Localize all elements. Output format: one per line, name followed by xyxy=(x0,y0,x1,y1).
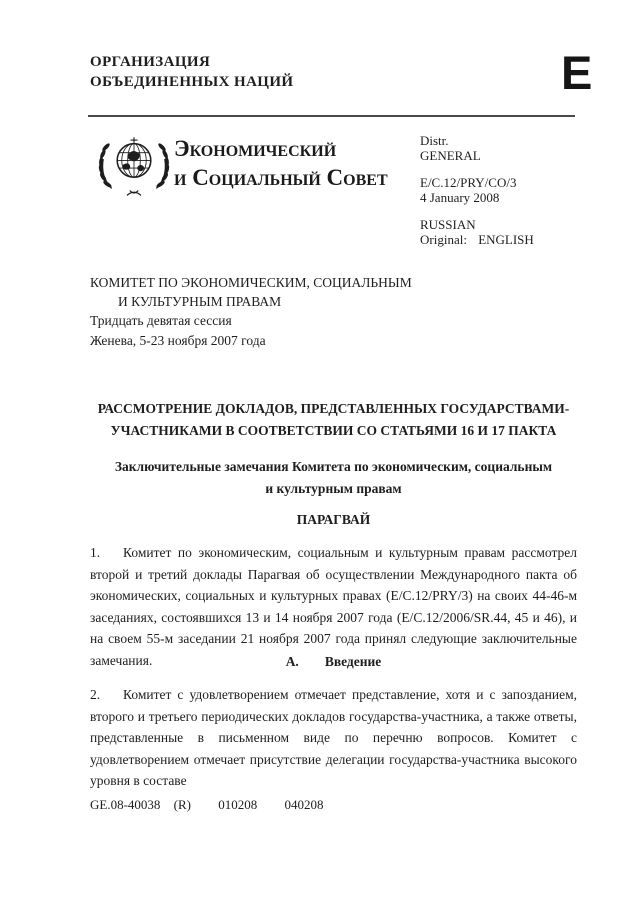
council-name-line1: Экономический xyxy=(174,136,337,161)
org-name-line1: ОРГАНИЗАЦИЯ xyxy=(90,54,211,70)
paragraph-2-text: Комитет с удовлетворением отмечает представление, хотя и с запозданием, второго и третьего периодических докладов государства-участника, а также ответы, представленные в письменном виде по перечню вопросов. Комитет с удовлетворением отмечает присутствие делегации государства-участника высокого уровня в составе xyxy=(90,687,577,788)
paragraph-2-number: 2. xyxy=(90,687,101,702)
ge-number: GE.08-40038 xyxy=(90,797,161,812)
committee-name-line1: КОМИТЕТ ПО ЭКОНОМИЧЕСКИМ, СОЦИАЛЬНЫМ xyxy=(90,275,412,290)
report-title xyxy=(90,398,577,442)
report-subtitle xyxy=(90,456,577,500)
distr-label: Distr. xyxy=(420,133,449,148)
paragraph-1-number: 1. xyxy=(90,545,101,560)
section-a-heading xyxy=(90,651,577,673)
document-series-letter: E xyxy=(561,46,593,99)
report-title-line1: РАССМОТРЕНИЕ ДОКЛАДОВ, ПРЕДСТАВЛЕННЫХ ГОСУДАРСТВАМИ- xyxy=(97,401,570,416)
original-value: ENGLISH xyxy=(478,231,534,247)
org-name xyxy=(90,52,294,92)
section-a-title: Введение xyxy=(324,654,382,669)
org-name-line2: ОБЪЕДИНЕННЫХ НАЦИЙ xyxy=(90,74,294,90)
paragraph-1-text: Комитет по экономическим, социальным и культурным правам рассмотрел второй и третий доклады Парагвая об осуществлении Международного пакта об экономических, социальных и культурных правах (E/C.12/PRY/3) на своих 44-46-м заседаниях, состоявшихся 13 и 14 ноября 2007 года (E/C.12/2006/SR.44, 45 и 46), и на своем 55-м заседании 21 ноября 2007 года принял следующие заключительные замечания. xyxy=(90,545,577,668)
footer-reference xyxy=(90,797,324,813)
country-heading: ПАРАГВАЙ xyxy=(296,512,371,527)
distr-value: GENERAL xyxy=(420,147,481,163)
footer-date2: 040208 xyxy=(284,797,324,812)
original-label: Original: xyxy=(420,231,467,247)
committee-session-block xyxy=(90,273,412,350)
document-meta xyxy=(420,134,534,260)
doc-original-language xyxy=(420,233,534,248)
council-name-line2: и Социальный Совет xyxy=(174,165,388,190)
paragraph-2 xyxy=(90,684,577,792)
report-title-line2: УЧАСТНИКАМИ В СООТВЕТСТВИИ СО СТАТЬЯМИ 16 И 17 ПАКТА xyxy=(110,423,557,438)
council-name xyxy=(174,134,388,192)
un-emblem-icon xyxy=(92,130,176,202)
doc-symbol: E/C.12/PRY/CO/3 xyxy=(420,175,517,190)
section-a-letter: А. xyxy=(285,654,299,669)
footer-language-code: (R) xyxy=(173,797,192,812)
header-divider xyxy=(88,115,575,117)
footer-date1: 010208 xyxy=(218,797,258,812)
report-subtitle-line1: Заключительные замечания Комитета по экономическим, социальным xyxy=(114,459,553,474)
committee-name-line2: И КУЛЬТУРНЫМ ПРАВАМ xyxy=(118,294,282,310)
session-number: Тридцать девятая сессия xyxy=(90,313,232,329)
doc-language: RUSSIAN xyxy=(420,217,476,232)
doc-date: 4 January 2008 xyxy=(420,189,500,205)
session-place-date: Женева, 5-23 ноября 2007 года xyxy=(90,332,266,348)
report-subtitle-line2: и культурным правам xyxy=(265,481,402,496)
